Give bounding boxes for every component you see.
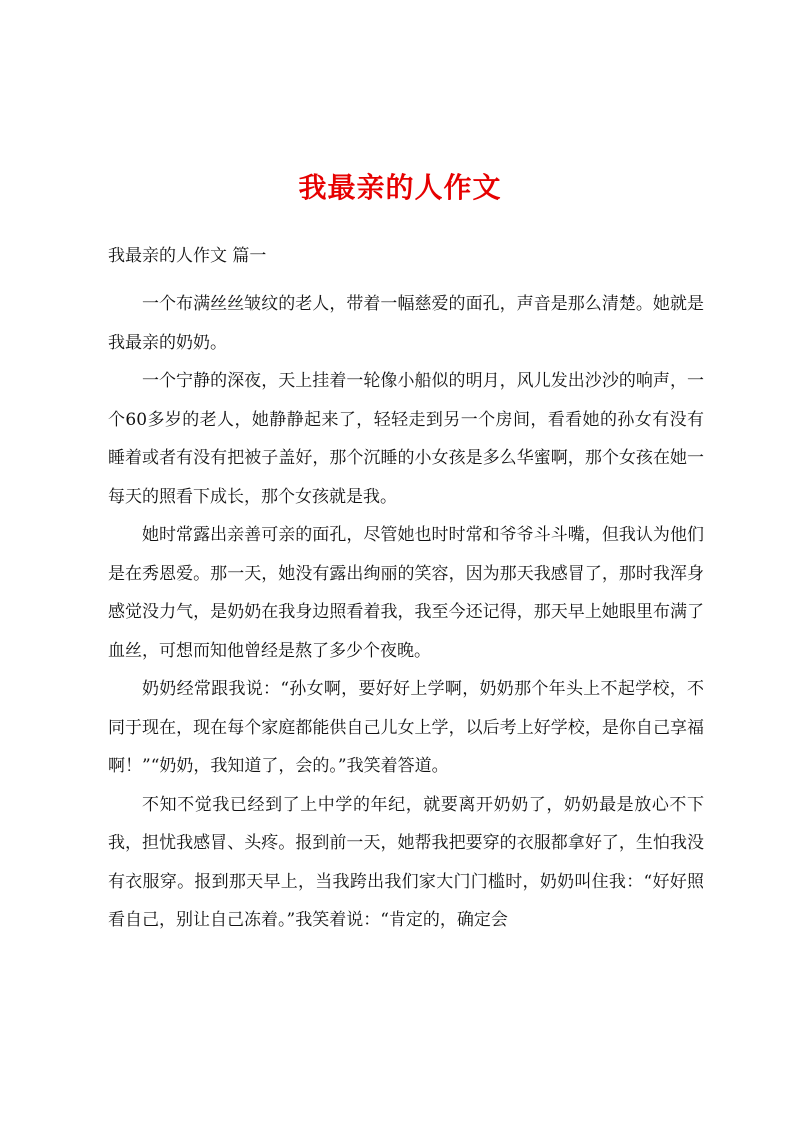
paragraph: 一个宁静的深夜，天上挂着一轮像小船似的明月，风儿发出沙沙的响声，一个60多岁的老人，她静静起来了，轻轻走到另一个房间，看看她的孙女有没有睡着或者有没有把被子盖好，那个沉睡的小女孩是多么华蜜啊，那个女孩在她一每天的照看下成长，那个女孩就是我。 [108,371,704,507]
document-body [108,285,704,940]
document-title: 我最亲的人作文 [298,171,502,204]
paragraph: 不知不觉我已经到了上中学的年纪，就要离开奶奶了，奶奶最是放心不下我，担忧我感冒、头疼。报到前一天，她帮我把要穿的衣服都拿好了，生怕我没有衣服穿。报到那天早上，当我跨出我们家大门门槛时，奶奶叫住我：“好好照看自己，别让自己冻着。”我笑着说：“肯定的，确定会 [108,794,704,930]
section-heading: 我最亲的人作文 篇一 [108,246,267,266]
paragraph: 一个布满丝丝皱纹的老人，带着一幅慈爱的面孔，声音是那么清楚。她就是我最亲的奶奶。 [108,294,704,353]
paragraph: 奶奶经常跟我说：“孙女啊，要好好上学啊，奶奶那个年头上不起学校，不同于现在，现在每个家庭都能供自己儿女上学，以后考上好学校，是你自己享福啊！”“奶奶，我知道了，会的。”我笑着答道。 [108,679,704,776]
paragraph: 她时常露出亲善可亲的面孔，尽管她也时时常和爷爷斗斗嘴，但我认为他们是在秀恩爱。那一天，她没有露出绚丽的笑容，因为那天我感冒了，那时我浑身感觉没力气，是奶奶在我身边照看着我，我至今还记得，那天早上她眼里布满了血丝，可想而知他曾经是熬了多少个夜晚。 [108,525,704,661]
